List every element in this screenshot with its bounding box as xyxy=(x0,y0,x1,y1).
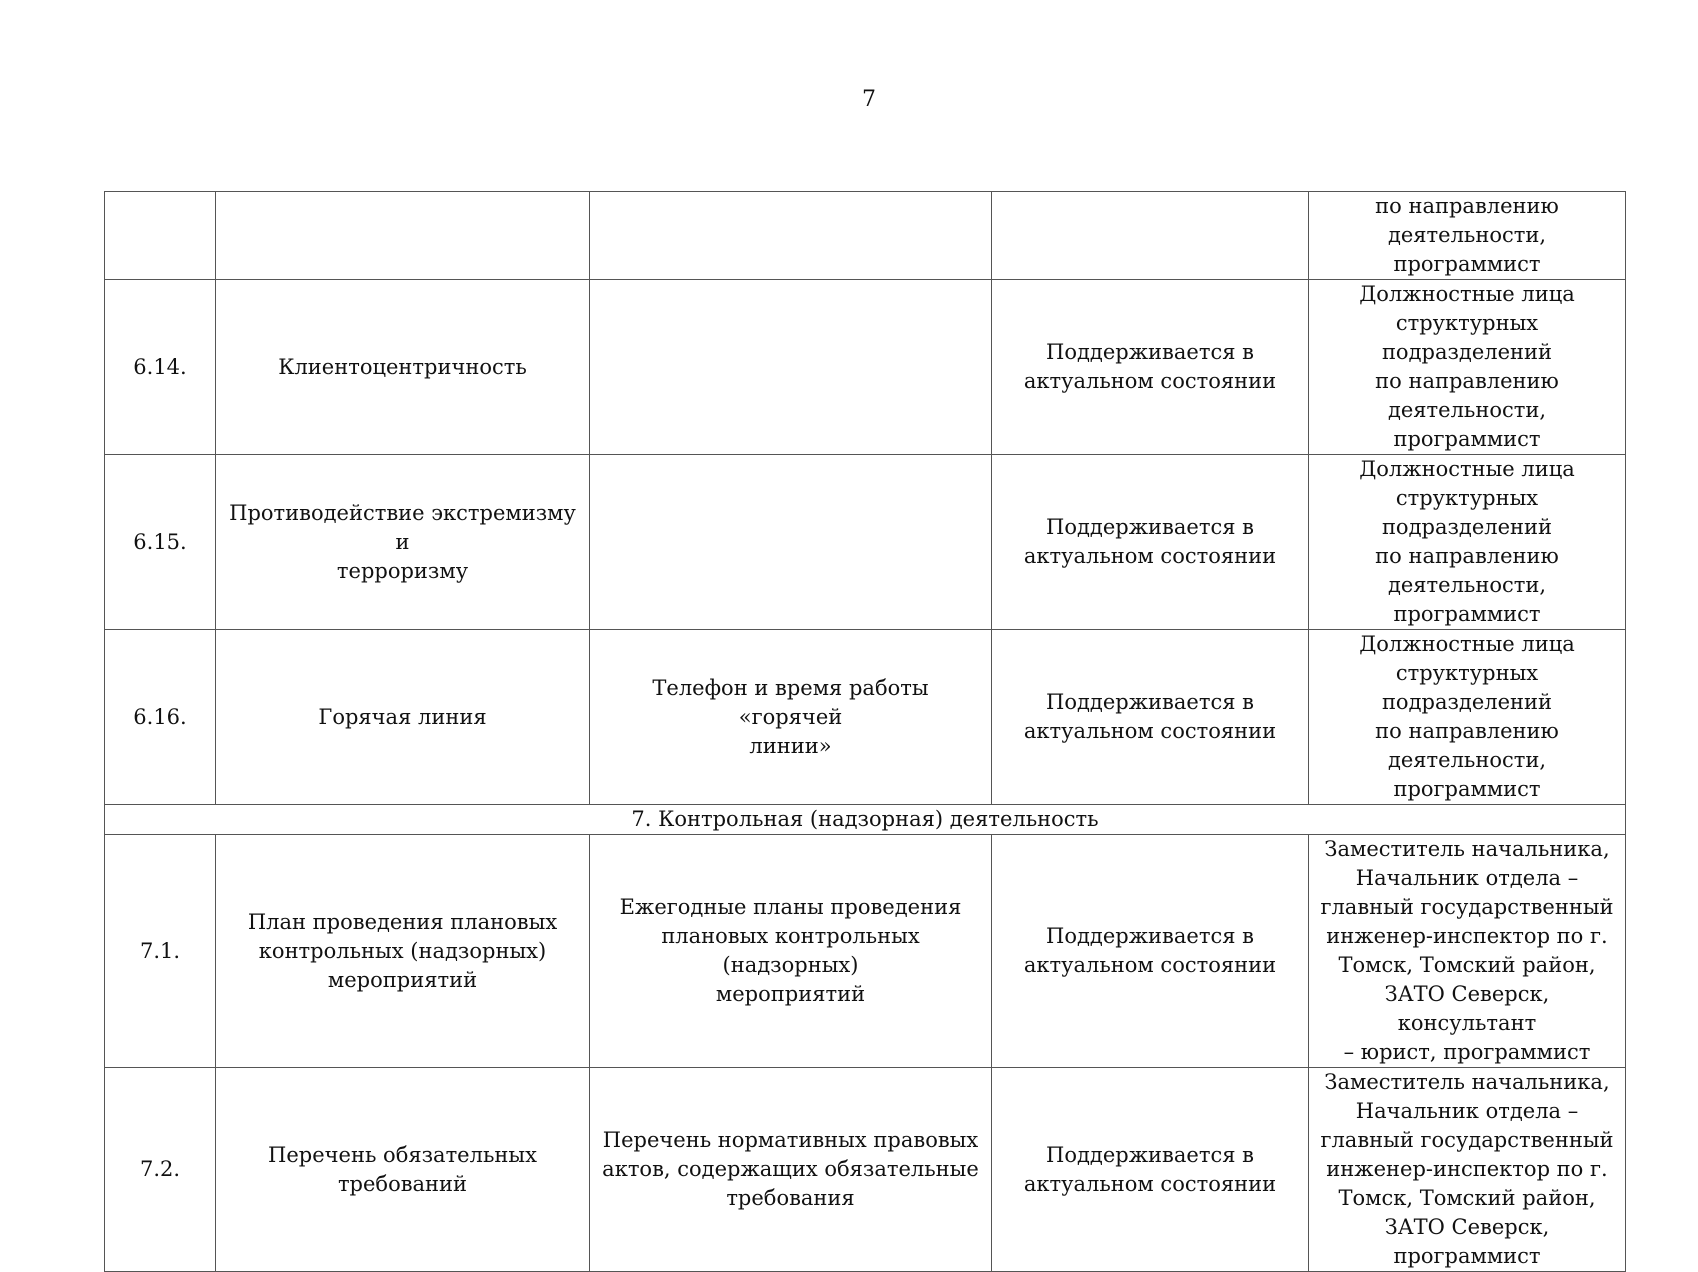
cell-update xyxy=(992,192,1309,280)
cell-num: 6.14. xyxy=(105,280,216,455)
cell-num: 7.1. xyxy=(105,835,216,1068)
table-row-6-16 xyxy=(105,630,1626,805)
cell-responsible: Заместитель начальника, Начальник отдела – главный государственный инженер-инспектор по г. Томск, Томский район, ЗАТО Северск, консультант – юрист, программист xyxy=(1309,835,1626,1068)
cell-num xyxy=(105,192,216,280)
cell-responsible: Заместитель начальника, Начальник отдела – главный государственный инженер-инспектор по г. Томск, Томский район, ЗАТО Северск, программист xyxy=(1309,1068,1626,1272)
cell-content xyxy=(590,280,992,455)
table-row-7-2 xyxy=(105,1068,1626,1272)
cell-responsible: по направлению деятельности, программист xyxy=(1309,192,1626,280)
cell-num: 6.16. xyxy=(105,630,216,805)
cell-content xyxy=(590,192,992,280)
cell-num: 6.15. xyxy=(105,455,216,630)
section-7-title: 7. Контрольная (надзорная) деятельность xyxy=(105,805,1626,835)
cell-update: Поддерживается в актуальном состоянии xyxy=(992,455,1309,630)
cell-content: Перечень нормативных правовых актов, содержащих обязательные требования xyxy=(590,1068,992,1272)
cell-update: Поддерживается в актуальном состоянии xyxy=(992,1068,1309,1272)
cell-update: Поддерживается в актуальном состоянии xyxy=(992,835,1309,1068)
cell-update: Поддерживается в актуальном состоянии xyxy=(992,630,1309,805)
page-number: 7 xyxy=(862,87,876,112)
cell-name: Перечень обязательных требований xyxy=(216,1068,590,1272)
cell-responsible: Должностные лица структурных подразделений по направлению деятельности, программист xyxy=(1309,455,1626,630)
table-row-6-15 xyxy=(105,455,1626,630)
cell-content: Ежегодные планы проведения плановых контрольных (надзорных) мероприятий xyxy=(590,835,992,1068)
section-heading-row xyxy=(105,805,1626,835)
cell-name: Горячая линия xyxy=(216,630,590,805)
cell-responsible: Должностные лица структурных подразделений по направлению деятельности, программист xyxy=(1309,280,1626,455)
cell-responsible: Должностные лица структурных подразделений по направлению деятельности, программист xyxy=(1309,630,1626,805)
table-row-6-14 xyxy=(105,280,1626,455)
cell-name: Клиентоцентричность xyxy=(216,280,590,455)
info-table xyxy=(104,191,1626,1272)
cell-name xyxy=(216,192,590,280)
table-row-7-1 xyxy=(105,835,1626,1068)
cell-name: План проведения плановых контрольных (надзорных) мероприятий xyxy=(216,835,590,1068)
cell-content: Телефон и время работы «горячей линии» xyxy=(590,630,992,805)
cell-num: 7.2. xyxy=(105,1068,216,1272)
table-row-continuation xyxy=(105,192,1626,280)
cell-name: Противодействие экстремизму и терроризму xyxy=(216,455,590,630)
cell-update: Поддерживается в актуальном состоянии xyxy=(992,280,1309,455)
cell-content xyxy=(590,455,992,630)
